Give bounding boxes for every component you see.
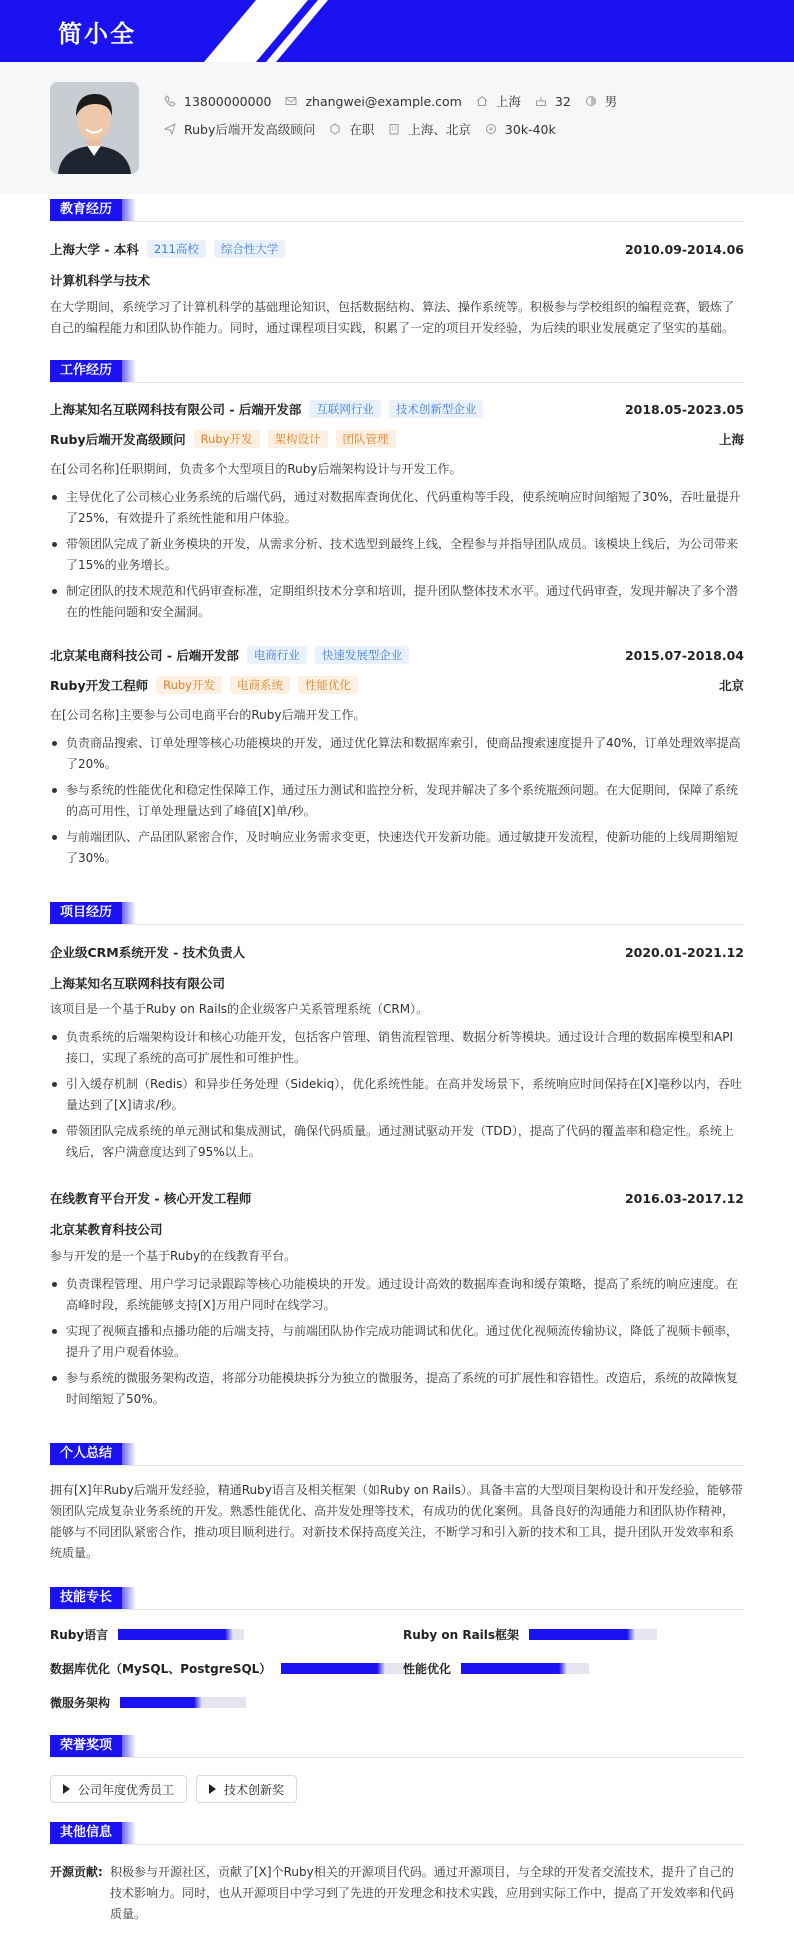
divider [50, 221, 744, 222]
award-name: 技术创新奖 [224, 1782, 285, 1797]
skill-name: Ruby语言 [50, 1628, 109, 1642]
skill-name: 微服务架构 [50, 1696, 111, 1710]
other-label: 开源贡献: [50, 1865, 103, 1879]
job-location: 上海 [718, 432, 744, 447]
city-item [476, 92, 521, 110]
project-date: 2016.03-2017.12 [624, 1190, 744, 1206]
skill-name: Ruby on Rails框架 [403, 1628, 520, 1642]
project-title: 企业级CRM系统开发 - 技术负责人 [50, 945, 246, 960]
skill-item [50, 1626, 244, 1643]
job-role-row [50, 430, 744, 448]
job-header [50, 400, 744, 418]
list-item: 实现了视频直播和点播功能的后端支持，与前端团队协作完成功能调试和优化。通过优化视频流传输协议，降低了视频卡顿率，提升了用户观看体验。 [50, 1321, 744, 1363]
role-tag: 电商系统 [230, 676, 290, 694]
age: 32 [554, 93, 571, 109]
list-item: 负责系统的后端架构设计和核心功能开发，包括客户管理、销售流程管理、数据分析等模块。通过设计合理的数据库模型和API接口，实现了系统的高可扩展性和可维护性。 [50, 1027, 744, 1069]
play-icon [209, 1784, 216, 1794]
education-header [50, 240, 744, 258]
send-icon [164, 123, 176, 135]
project-intro: 参与开发的是一个基于Ruby的在线教育平台。 [50, 1249, 297, 1263]
age-item [535, 94, 571, 109]
summary-text: 拥有[X]年Ruby后端开发经验，精通Ruby语言及相关框架（如Ruby on Rails）。具备丰富的大型项目架构设计和开发经验，能够带领团队完成复杂业务系统的开发。熟悉性能优化、高并发处理等技术，有成功的优化案例。具备良好的沟通能力和团队协作精神，能够与不同团队紧密合作，推动项目顺利进行。对新技术保持高度关注，不断学习和引入新的技术和工具，提升团队开发效率和系统质量。 [50, 1483, 743, 1560]
position-item [164, 120, 315, 138]
other-text: 积极参与开源社区，贡献了[X]个Ruby相关的开源项目代码。通过开源项目，与全球的开发者交流技术，提升了自己的技术影响力。同时，也从开源项目中学习到了先进的开发理念和技术实践，应用到实际工作中，提高了开发效率和代码质量。 [110, 1865, 735, 1921]
company-tag: 快速发展型企业 [315, 646, 410, 664]
cake-icon [535, 95, 547, 107]
award-badge [50, 1775, 187, 1803]
status-item [329, 120, 374, 138]
skill-item [50, 1660, 409, 1677]
role-tag: Ruby开发 [156, 676, 222, 694]
contact-row [164, 92, 631, 110]
section-projects-title: 项目经历 [50, 902, 136, 924]
skill-bar [120, 1697, 246, 1708]
job-bullets [50, 487, 744, 628]
project-bullets [50, 1027, 744, 1168]
divider [50, 1609, 744, 1610]
section-awards-title: 荣誉奖项 [50, 1735, 136, 1757]
job-status: 在职 [349, 122, 375, 137]
skill-bar [461, 1663, 589, 1674]
job-role-row [50, 676, 744, 694]
section-work-title: 工作经历 [50, 360, 136, 382]
company: 北京某电商科技公司 - 后端开发部 [50, 648, 239, 663]
building-icon [388, 123, 400, 135]
skill-bar [281, 1663, 409, 1674]
coin-icon [485, 123, 497, 135]
award-name: 公司年度优秀员工 [78, 1782, 175, 1797]
salary: 30k-40k [504, 121, 556, 137]
job-date: 2018.05-2023.05 [624, 401, 744, 417]
phone: 13800000000 [184, 93, 272, 109]
target-city: 上海、北京 [408, 122, 471, 137]
school-tag: 211高校 [147, 240, 206, 258]
role-tag: Ruby开发 [194, 430, 260, 448]
gender-item [585, 92, 618, 110]
skill-name: 性能优化 [403, 1662, 452, 1676]
job-header [50, 646, 744, 664]
skill-fill [281, 1663, 381, 1674]
list-item: 制定团队的技术规范和代码审查标准，定期组织技术分享和培训，提升团队整体技术水平。通过代码审查，发现并解决了多个潜在的性能问题和安全漏洞。 [50, 581, 744, 623]
skill-item [403, 1660, 589, 1677]
company-tag: 互联网行业 [309, 400, 381, 418]
role-tag: 架构设计 [268, 430, 328, 448]
phone-item [164, 94, 271, 109]
role-tag: 团队管理 [336, 430, 396, 448]
divider [50, 1465, 744, 1466]
job-bullets [50, 733, 744, 874]
project-header [50, 1189, 744, 1207]
school-tag: 综合性大学 [214, 240, 286, 258]
skill-bar [529, 1629, 657, 1640]
company: 上海某知名互联网科技有限公司 - 后端开发部 [50, 402, 302, 417]
city: 上海 [495, 94, 521, 109]
job-date: 2015.07-2018.04 [624, 647, 744, 663]
education-desc: 在大学期间，系统学习了计算机科学的基础理论知识，包括数据结构、算法、操作系统等。积极参与学校组织的编程竞赛，锻炼了自己的编程能力和团队协作能力。同时，通过课程项目实践，积累了一定的项目开发经验，为后续的职业发展奠定了坚实的基础。 [50, 300, 735, 335]
list-item: 负责商品搜索、订单处理等核心功能模块的开发，通过优化算法和数据库索引，使商品搜索速度提升了40%，订单处理效率提高了20%。 [50, 733, 744, 775]
candidate-name: 简小全 [58, 20, 136, 48]
gender-icon [585, 95, 597, 107]
career-row [164, 120, 570, 138]
project-date: 2020.01-2021.12 [624, 944, 744, 960]
role-tag: 性能优化 [298, 676, 358, 694]
skill-fill [118, 1629, 229, 1640]
project-header [50, 943, 744, 961]
salary-item [485, 122, 556, 137]
major: 计算机科学与技术 [50, 273, 151, 288]
email: zhangwei@example.com [305, 93, 462, 109]
skill-bar [118, 1629, 244, 1640]
job-role: Ruby开发工程师 [50, 678, 149, 693]
school: 上海大学 - 本科 [50, 242, 139, 257]
job-role: Ruby后端开发高级顾问 [50, 432, 186, 447]
award-badge [196, 1775, 297, 1803]
mail-icon [285, 95, 297, 107]
job-intro: 在[公司名称]任职期间，负责多个大型项目的Ruby后端架构设计与开发工作。 [50, 462, 462, 476]
list-item: 带领团队完成了新业务模块的开发，从需求分析、技术选型到最终上线，全程参与并指导团队成员。该模块上线后，为公司带来了15%的业务增长。 [50, 534, 744, 576]
project-bullets [50, 1274, 744, 1415]
project-title: 在线教育平台开发 - 核心开发工程师 [50, 1191, 252, 1206]
job-intro: 在[公司名称]主要参与公司电商平台的Ruby后端开发工作。 [50, 708, 366, 722]
play-icon [63, 1784, 70, 1794]
position: Ruby后端开发高级顾问 [184, 122, 316, 137]
section-skills-title: 技能专长 [50, 1587, 136, 1609]
skill-item [50, 1694, 246, 1711]
list-item: 参与系统的微服务架构改造，将部分功能模块拆分为独立的微服务，提高了系统的可扩展性和容错性。改造后，系统的故障恢复时间缩短了50%。 [50, 1368, 744, 1410]
project-company: 上海某知名互联网科技有限公司 [50, 976, 226, 991]
project-intro: 该项目是一个基于Ruby on Rails的企业级客户关系管理系统（CRM）。 [50, 1002, 429, 1016]
list-item: 主导优化了公司核心业务系统的后端代码，通过对数据库查询优化、代码重构等手段，使系统响应时间缩短了30%，吞吐量提升了25%，有效提升了系统性能和用户体验。 [50, 487, 744, 529]
company-tag: 技术创新型企业 [389, 400, 484, 418]
list-item: 与前端团队、产品团队紧密合作，及时响应业务需求变更，快速迭代开发新功能。通过敏捷开发流程，使新功能的上线周期缩短了30%。 [50, 827, 744, 869]
phone-icon [164, 95, 176, 107]
company-tag: 电商行业 [247, 646, 307, 664]
section-summary-title: 个人总结 [50, 1443, 136, 1465]
home-icon [476, 95, 488, 107]
education-date: 2010.09-2014.06 [624, 241, 744, 257]
avatar [50, 82, 139, 174]
badge-icon [329, 123, 341, 135]
profile-section [0, 62, 794, 194]
section-other-title: 其他信息 [50, 1822, 136, 1844]
skill-item [403, 1626, 657, 1643]
divider [50, 382, 744, 383]
skill-name: 数据库优化（MySQL、PostgreSQL） [50, 1662, 272, 1676]
target-city-item [388, 120, 471, 138]
project-company: 北京某教育科技公司 [50, 1222, 163, 1237]
header-band [0, 0, 794, 62]
section-education-title: 教育经历 [50, 199, 136, 221]
skill-fill [120, 1697, 198, 1708]
divider [50, 1757, 744, 1758]
list-item: 参与系统的性能优化和稳定性保障工作，通过压力测试和监控分析，发现并解决了多个系统瓶颈问题。在大促期间，保障了系统的高可用性，订单处理量达到了峰值[X]单/秒。 [50, 780, 744, 822]
list-item: 带领团队完成系统的单元测试和集成测试，确保代码质量。通过测试驱动开发（TDD），提高了代码的覆盖率和稳定性。系统上线后，客户满意度达到了95%以上。 [50, 1121, 744, 1163]
list-item: 负责课程管理、用户学习记录跟踪等核心功能模块的开发。通过设计高效的数据库查询和缓存策略，提高了系统的响应速度。在高峰时段，系统能够支持[X]万用户同时在线学习。 [50, 1274, 744, 1316]
list-item: 引入缓存机制（Redis）和异步任务处理（Sidekiq），优化系统性能。在高并发场景下，系统响应时间保持在[X]毫秒以内，吞吐量达到了[X]请求/秒。 [50, 1074, 744, 1116]
divider [50, 1844, 744, 1845]
skill-fill [461, 1663, 563, 1674]
job-location: 北京 [718, 678, 744, 693]
gender: 男 [604, 94, 618, 109]
email-item [285, 94, 461, 109]
skill-fill [529, 1629, 631, 1640]
divider [50, 924, 744, 925]
